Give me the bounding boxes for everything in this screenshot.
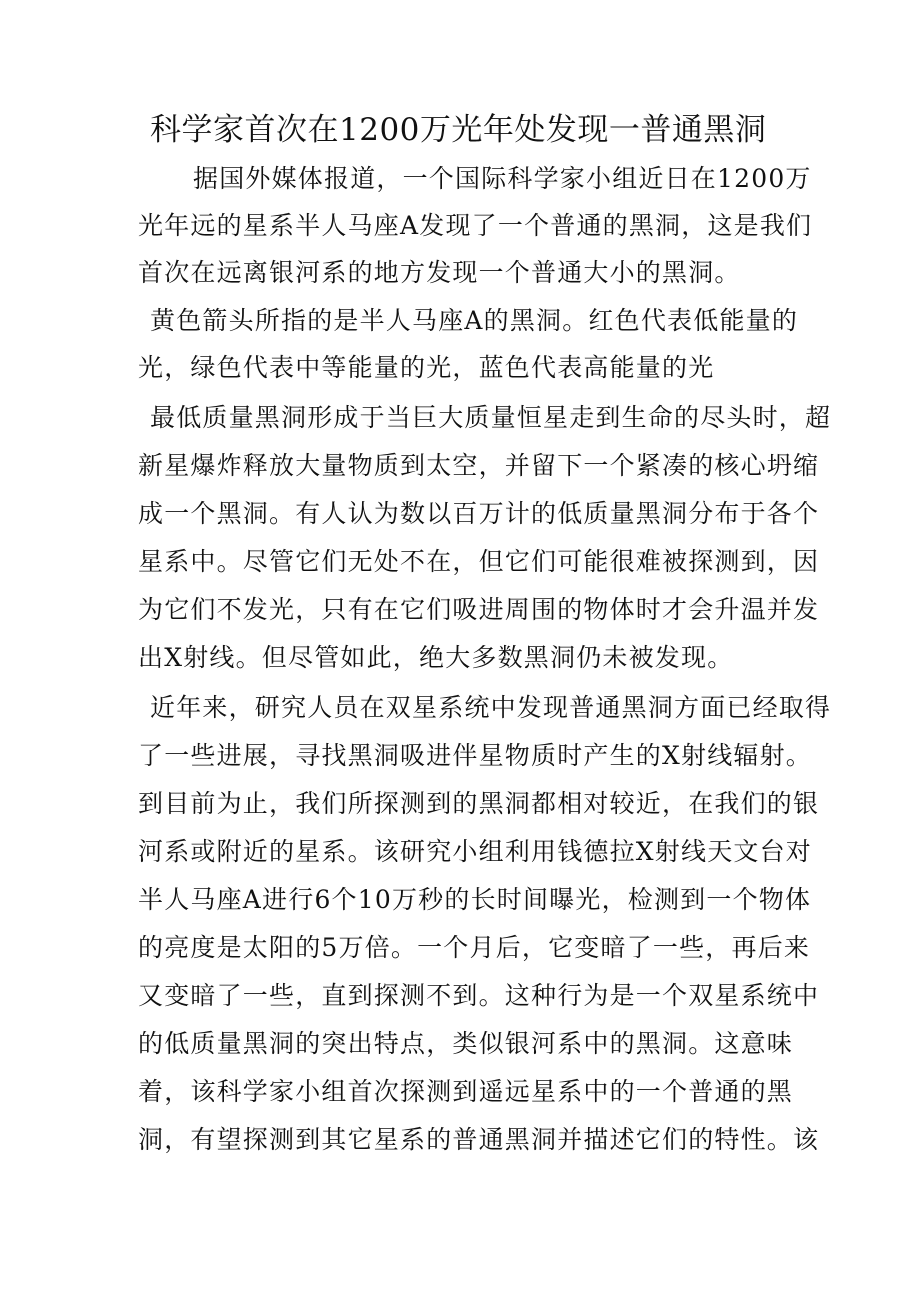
body-line: 据国外媒体报道，一个国际科学家小组近日在1200万: [193, 164, 812, 193]
body-line: 半人马座A进行6个10万秒的长时间曝光，检测到一个物体: [138, 885, 812, 914]
document-title: 科学家首次在1200万光年处发现一普通黑洞: [150, 112, 767, 148]
body-line: 近年来，研究人员在双星系统中发现普通黑洞方面已经取得: [150, 693, 832, 722]
body-line: 为它们不发光，只有在它们吸进周围的物体时才会升温并发: [138, 595, 820, 624]
body-line: 着，该科学家小组首次探测到遥远星系中的一个普通的黑: [138, 1077, 794, 1106]
body-line: 又变暗了一些，直到探测不到。这种行为是一个双星系统中: [138, 981, 820, 1010]
body-line: 了一些进展，寻找黑洞吸进伴星物质时产生的X射线辐射。: [138, 741, 813, 770]
body-line: 黄色箭头所指的是半人马座A的黑洞。红色代表低能量的: [150, 306, 799, 335]
body-line: 的低质量黑洞的突出特点，类似银河系中的黑洞。这意味: [138, 1029, 794, 1058]
body-line: 首次在远离银河系的地方发现一个普通大小的黑洞。: [138, 258, 741, 287]
body-line: 到目前为止，我们所探测到的黑洞都相对较近，在我们的银: [138, 789, 820, 818]
body-line: 出X射线。但尽管如此，绝大多数黑洞仍未被发现。: [138, 643, 734, 672]
body-line: 光，绿色代表中等能量的光，蓝色代表高能量的光: [138, 353, 715, 382]
body-line: 星系中。尽管它们无处不在，但它们可能很难被探测到，因: [138, 547, 820, 576]
body-line: 河系或附近的星系。该研究小组利用钱德拉X射线天文台对: [138, 837, 813, 866]
body-line: 光年远的星系半人马座A发现了一个普通的黑洞，这是我们: [138, 211, 813, 240]
body-line: 最低质量黑洞形成于当巨大质量恒星走到生命的尽头时，超: [150, 403, 832, 432]
body-line: 的亮度是太阳的5万倍。一个月后，它变暗了一些，再后来: [138, 933, 811, 962]
body-line: 洞，有望探测到其它星系的普通黑洞并描述它们的特性。该: [138, 1125, 820, 1154]
body-line: 成一个黑洞。有人认为数以百万计的低质量黑洞分布于各个: [138, 499, 820, 528]
body-line: 新星爆炸释放大量物质到太空，并留下一个紧凑的核心坍缩: [138, 451, 820, 480]
